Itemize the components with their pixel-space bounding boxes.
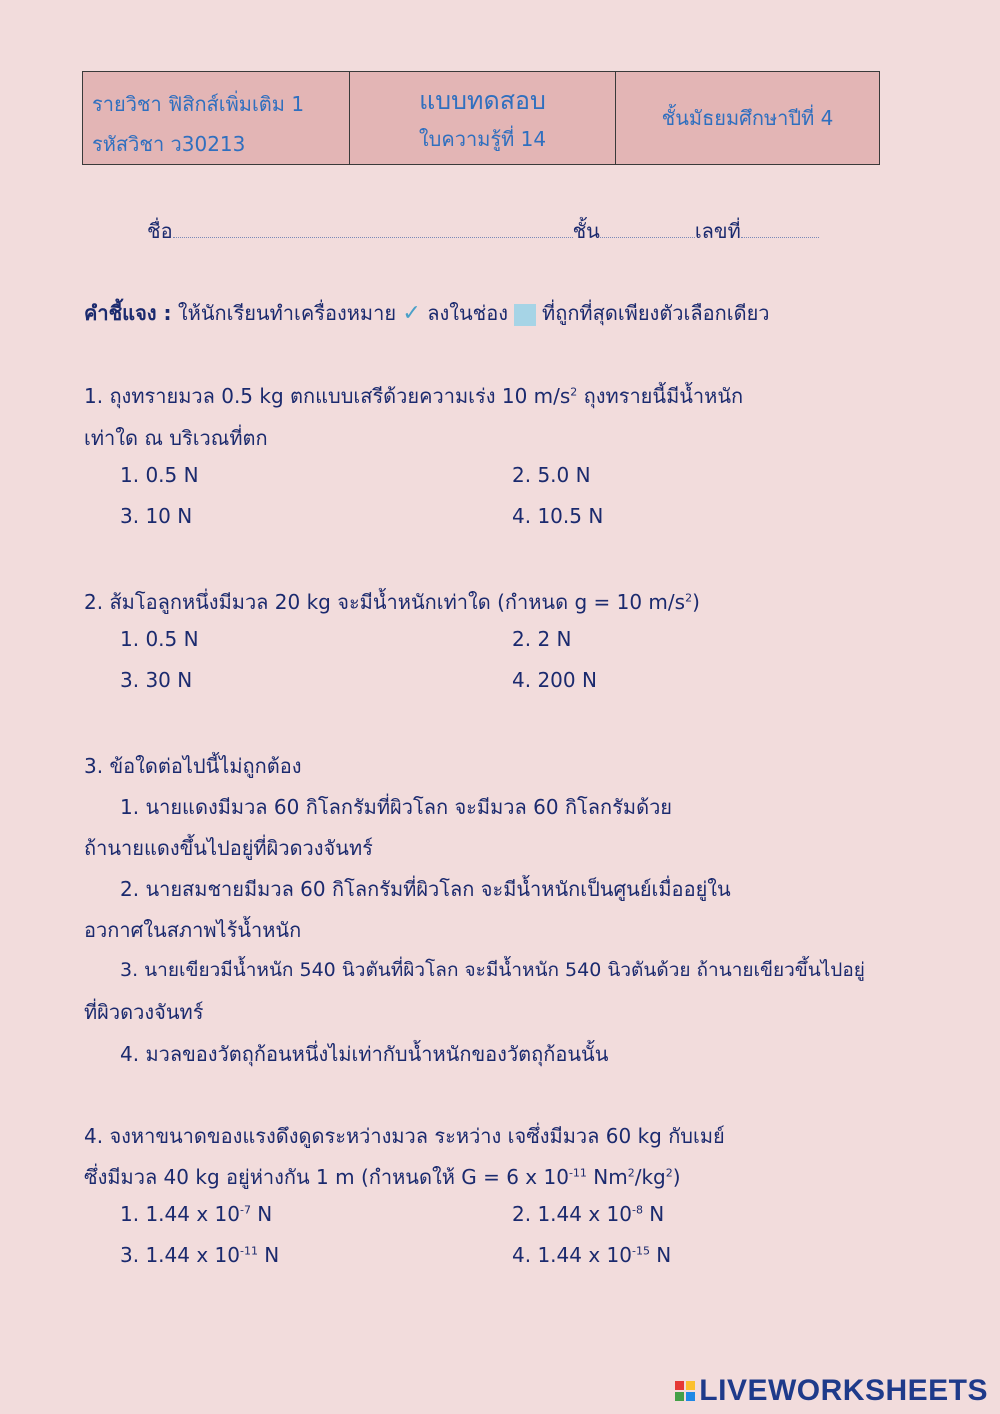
worksheet-title: แบบทดสอบ [419, 86, 546, 115]
q4-line1: 4. จงหาขนาดของแรงดึงดูดระหว่างมวล ระหว่าง เจซึ่งมีมวล 60 kg กับเมย์ [84, 1124, 725, 1148]
student-info-row [147, 215, 819, 247]
q3-choice-3[interactable]: 3. นายเขียวมีน้ำหนัก 540 นิวตันที่ผิวโลก จะมีน้ำหนัก 540 นิวตันด้วย ถ้านายเขียวขึ้นไปอยู่ [120, 959, 865, 981]
q1-choice-4[interactable]: 4. 10.5 N [512, 504, 604, 528]
q2-choice-3[interactable]: 3. 30 N [120, 668, 193, 692]
subject-code: รหัสวิชา ว30213 [92, 132, 246, 156]
q3-line1: 3. ข้อใดต่อไปนี้ไม่ถูกต้อง [84, 754, 302, 778]
class-label: ชั้น [572, 219, 600, 243]
number-field[interactable] [741, 217, 819, 238]
instructions-label: คำชี้แจง : [84, 301, 172, 325]
number-label: เลขที่ [694, 219, 741, 243]
q4-choice-1[interactable]: 1. 1.44 x $10^{-7}$ N [120, 1202, 273, 1226]
q3-choice-2[interactable]: 2. นายสมชายมีมวล 60 กิโลกรัมที่ผิวโลก จะมีน้ำหนักเป็นศูนย์เมื่ออยู่ใน [120, 877, 731, 901]
q3-choice-3-cont: ที่ผิวดวงจันทร์ [84, 1000, 204, 1024]
grade-label: ชั้นมัธยมศึกษาปีที่ 4 [661, 106, 834, 130]
q2-choice-1[interactable]: 1. 0.5 N [120, 627, 199, 651]
instructions [84, 297, 770, 329]
q2-choice-2[interactable]: 2. 2 N [512, 627, 572, 651]
q4-line2: ซึ่งมีมวล 40 kg อยู่ห่างกัน 1 m (กำหนดให้ G = 6 x $10^{-11}$ $Nm^2/kg^2$) [84, 1165, 681, 1189]
instructions-text-3: ที่ถูกที่สุดเพียงตัวเลือกเดียว [542, 301, 770, 325]
q1-line2: เท่าใด ณ บริเวณที่ตก [84, 426, 268, 450]
q4-choice-2[interactable]: 2. 1.44 x $10^{-8}$ N [512, 1202, 665, 1226]
q3-choice-1[interactable]: 1. นายแดงมีมวล 60 กิโลกรัมที่ผิวโลก จะมีมวล 60 กิโลกรัมด้วย [120, 795, 673, 819]
check-icon: ✓ [402, 301, 421, 326]
liveworksheets-logo[interactable] [675, 1374, 988, 1408]
q2-line1: 2. ส้มโอลูกหนึ่งมีมวล 20 kg จะมีน้ำหนักเท่าใด (กำหนด g = 10 $m/s^2$) [84, 590, 700, 614]
q1-choice-2[interactable]: 2. 5.0 N [512, 463, 591, 487]
instructions-text-1: ให้นักเรียนทำเครื่องหมาย [177, 301, 397, 325]
q1-line1: 1. ถุงทรายมวล 0.5 kg ตกแบบเสรีด้วยความเร่ง 10 $m/s^2$ ถุงทรายนี้มีน้ำหนัก [84, 384, 744, 408]
subject-name: รายวิชา ฟิสิกส์เพิ่มเติม 1 [92, 92, 305, 116]
instructions-text-2: ลงในช่อง [427, 301, 509, 325]
q3-choice-2-cont: อวกาศในสภาพไร้น้ำหนัก [84, 918, 302, 942]
q1-choice-1[interactable]: 1. 0.5 N [120, 463, 199, 487]
brand-name: LIVEWORKSHEETS [699, 1374, 988, 1407]
name-label: ชื่อ [147, 219, 173, 243]
title-cell [349, 72, 615, 164]
q1-choice-3[interactable]: 3. 10 N [120, 504, 193, 528]
subject-cell [83, 72, 349, 164]
q3-choice-4[interactable]: 4. มวลของวัตถุก้อนหนึ่งไม่เท่ากับน้ำหนักของวัตถุก้อนนั้น [120, 1042, 609, 1066]
q4-choice-4[interactable]: 4. 1.44 x $10^{-15}$ N [512, 1243, 672, 1267]
q2-choice-4[interactable]: 4. 200 N [512, 668, 597, 692]
grade-cell [615, 72, 879, 164]
name-field[interactable] [173, 217, 573, 238]
logo-squares-icon [675, 1381, 695, 1401]
header-table [82, 71, 880, 165]
worksheet-subtitle: ใบความรู้ที่ 14 [418, 127, 547, 151]
class-field[interactable] [600, 217, 695, 238]
q3-choice-1-cont: ถ้านายแดงขึ้นไปอยู่ที่ผิวดวงจันทร์ [84, 836, 373, 860]
answer-box-icon [514, 304, 536, 326]
q4-choice-3[interactable]: 3. 1.44 x $10^{-11}$ N [120, 1243, 280, 1267]
